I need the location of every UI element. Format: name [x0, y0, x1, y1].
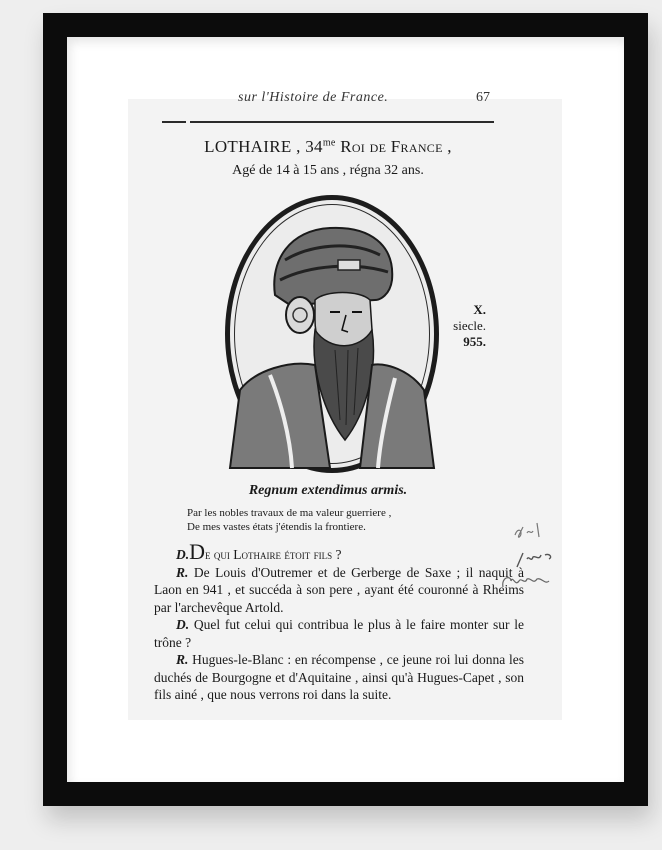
mat-board [67, 37, 624, 782]
header-rule [162, 121, 494, 123]
page-number: 67 [476, 90, 490, 105]
dropcap-letter: D [189, 539, 206, 564]
question-text: Quel fut celui qui contribua le plus à le faire monter sur le trône ? [154, 617, 525, 650]
title-rest: Roi de France , [340, 137, 452, 156]
header-rule-gap [186, 120, 190, 124]
question-answer-text [154, 539, 525, 704]
answer-text: Hugues-le-Blanc : en récompense , ce jeune roi lui donna les duchés de Bourgogne et d'Aquitaine , ainsi qu'à Hugues-Capet , son fils ainé , que nous verrons roi dans la suite. [154, 652, 524, 702]
answer-marker: R. [176, 652, 189, 667]
question-text: e qui Lothaire étoit fils ? [205, 547, 342, 562]
answer-marker: R. [176, 564, 189, 580]
french-verse [187, 506, 391, 534]
running-head: sur l'Histoire de France. [238, 90, 389, 105]
ordinal-suffix: me [322, 137, 336, 149]
question-marker: D. [176, 617, 190, 632]
verse-line-2: De mes vastes états j'étendis la frontiere. [187, 521, 366, 533]
verse-line-1: Par les nobles travaux de ma valeur guerriere , [187, 507, 392, 519]
handwritten-annotation-icon [497, 515, 567, 595]
page-subtitle: Agé de 14 à 15 ans , régna 32 ans. [232, 163, 424, 178]
century-label: X. [473, 302, 486, 317]
king-name: LOTHAIRE , [204, 137, 301, 156]
answer-text: De Louis d'Outremer et de Gerberge de Saxe ; il naquit à Laon en 941 , et succéda à son pere , ayant été couronné à Rheims par l'archevêque Artold. [154, 564, 524, 615]
ordinal-number: 34 [305, 137, 323, 156]
siecle-label: siecle. [453, 318, 486, 333]
portrait-medallion [225, 195, 439, 473]
picture-frame [43, 13, 648, 806]
question-1 [154, 539, 524, 564]
question-marker: D. [176, 547, 190, 562]
margin-date-note [446, 302, 486, 350]
year-label: 955. [463, 334, 486, 349]
latin-motto: Regnum extendimus armis. [248, 483, 408, 498]
woodcut-portrait-icon [230, 200, 434, 468]
question-2 [154, 616, 524, 651]
answer-2 [154, 651, 524, 704]
book-page-print [128, 90, 562, 720]
answer-1 [154, 564, 524, 617]
page-title [128, 137, 528, 157]
